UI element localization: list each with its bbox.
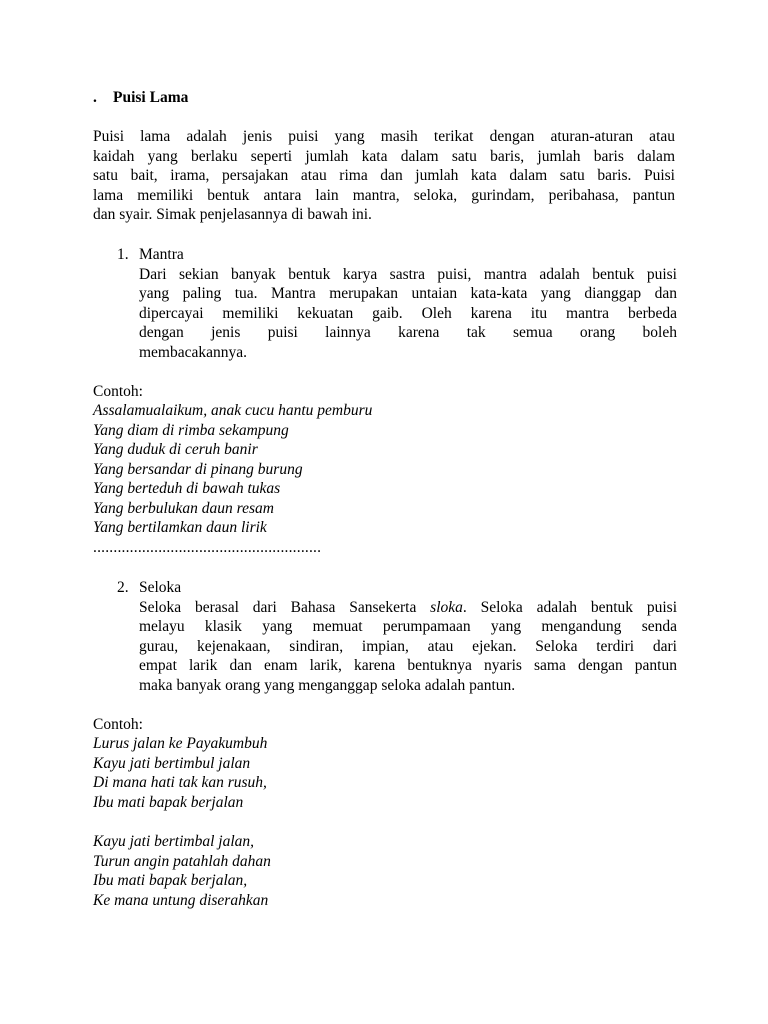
body-line xyxy=(139,598,677,618)
heading-bullet: . xyxy=(93,89,97,106)
ellipsis-dots: ........................................................ xyxy=(93,539,322,556)
poem-line: Yang bertilamkan daun lirik xyxy=(93,519,267,536)
example-label: Contoh: xyxy=(93,383,143,400)
body-line: dengan jenis puisi lainnya karena tak semua orang boleh xyxy=(139,324,677,341)
poem-line: Yang bersandar di pinang burung xyxy=(93,460,303,478)
intro-line: kaidah yang berlaku seperti jumlah kata dalam satu baris, jumlah baris dalam xyxy=(93,147,675,165)
poem-line: Yang berteduh di bawah tukas xyxy=(93,480,281,497)
body-line: membacakannya. xyxy=(139,343,248,361)
body-line: maka banyak orang yang menganggap seloka adalah pantun. xyxy=(139,676,516,694)
poem-line: Kayu jati bertimbal jalan, xyxy=(93,833,255,850)
poem-line: Ke mana untung diserahkan xyxy=(93,891,269,909)
poem-line: Yang berbulukan daun resam xyxy=(93,499,274,517)
seloka-poem-stanza-1 xyxy=(93,734,267,812)
body-line: empat larik dan enam larik, karena bentuknya nyaris sama dengan pantun xyxy=(139,657,677,674)
poem-line: Turun angin patahlah dahan xyxy=(93,852,271,870)
body-line: gurau, kejenakaan, sindiran, impian, atau ejekan. Seloka terdiri dari xyxy=(139,637,677,655)
poem-line: Ibu mati bapak berjalan xyxy=(93,793,244,811)
intro-paragraph xyxy=(93,127,675,225)
list-number: 1. xyxy=(117,246,129,263)
body-line: dipercayai memiliki kekuatan gaib. Oleh karena itu mantra berbeda xyxy=(139,304,677,322)
body-text: . Seloka adalah bentuk puisi xyxy=(462,598,677,616)
italic-term: sloka xyxy=(430,598,463,616)
intro-line: satu bait, irama, persajakan atau rima dan jumlah kata dalam satu baris. Puisi xyxy=(93,167,675,184)
mantra-poem xyxy=(93,401,372,538)
intro-line: lama memiliki bentuk antara lain mantra, seloka, gurindam, peribahasa, pantun xyxy=(93,186,675,204)
seloka-poem-stanza-2 xyxy=(93,832,271,910)
poem-line: Yang duduk di ceruh banir xyxy=(93,441,258,458)
body-text: Seloka berasal dari Bahasa Sansekerta xyxy=(139,598,431,616)
poem-line: Lurus jalan ke Payakumbuh xyxy=(93,735,268,752)
section-heading xyxy=(93,88,188,108)
poem-line: Ibu mati bapak berjalan, xyxy=(93,872,248,889)
body-line: yang paling tua. Mantra merupakan untaian kata-kata yang dianggap dan xyxy=(139,285,677,302)
body-line: melayu klasik yang memuat perumpamaan yang mengandung senda xyxy=(139,618,677,635)
list-number: 2. xyxy=(117,579,129,596)
list-item-body xyxy=(139,265,677,363)
heading-title: Puisi Lama xyxy=(113,89,189,106)
list-item-title: Seloka xyxy=(139,579,182,596)
poem-line: Kayu jati bertimbul jalan xyxy=(93,754,251,772)
poem-line: Di mana hati tak kan rusuh, xyxy=(93,774,267,791)
body-line: Dari sekian banyak bentuk karya sastra puisi, mantra adalah bentuk puisi xyxy=(139,265,677,283)
poem-line: Assalamualaikum, anak cucu hantu pemburu xyxy=(93,402,373,419)
list-item-body xyxy=(139,598,677,696)
intro-line: dan syair. Simak penjelasannya di bawah ini. xyxy=(93,206,372,223)
example-label: Contoh: xyxy=(93,716,143,733)
intro-line: Puisi lama adalah jenis puisi yang masih terikat dengan aturan-aturan atau xyxy=(93,128,675,145)
list-item-title: Mantra xyxy=(139,246,184,263)
poem-line: Yang diam di rimba sekampung xyxy=(93,421,289,439)
